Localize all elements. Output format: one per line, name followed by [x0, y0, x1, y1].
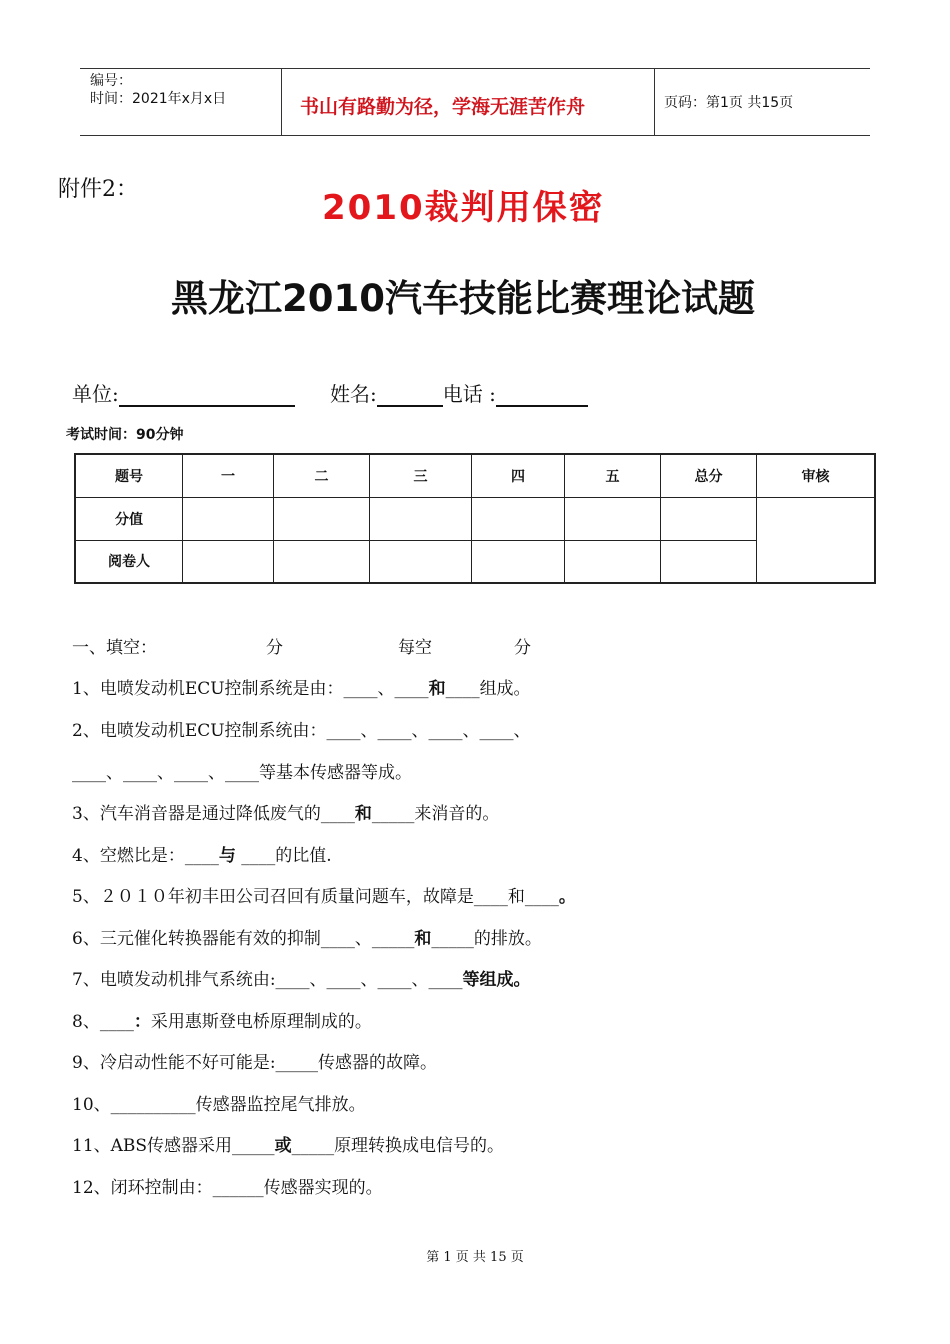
score-header-cell: 三	[370, 454, 472, 497]
header-date: 时间：2021年x月x日	[90, 91, 227, 107]
question-2: 2、电喷发动机ECU控制系统由：____、____、____、____、	[72, 721, 531, 741]
name-blank[interactable]	[377, 383, 443, 407]
question-conj: 或	[274, 1136, 292, 1156]
section-per-blank: 每空	[398, 638, 432, 658]
score-header-cell: 五	[565, 454, 661, 497]
question-text: 5、２０１０年初丰田公司召回有质量问题车，故障是____和____	[72, 887, 559, 907]
question-text: _____来消音的。	[371, 804, 500, 824]
score-cell[interactable]	[370, 497, 472, 540]
phone-blank[interactable]	[496, 383, 588, 407]
section-per-blank-unit: 分	[514, 638, 531, 658]
header-divider-left	[281, 68, 282, 136]
question-10: 10、__________传感器监控尾气排放。	[72, 1095, 366, 1115]
score-row-label: 分值	[75, 497, 183, 540]
review-cell[interactable]	[757, 497, 876, 583]
score-cell[interactable]	[661, 540, 757, 583]
question-colon: ：	[133, 1012, 151, 1032]
question-5	[72, 886, 576, 908]
question-4	[72, 845, 332, 867]
header-divider-right	[654, 68, 655, 136]
question-text: ____组成。	[445, 679, 531, 699]
phone-label: 电话 :	[442, 382, 496, 406]
header-motto: 书山有路勤为径，学海无涯苦作舟	[300, 96, 586, 118]
score-table	[74, 453, 876, 584]
score-cell[interactable]	[183, 540, 274, 583]
score-cell[interactable]	[274, 540, 370, 583]
score-cell[interactable]	[472, 497, 565, 540]
question-9: 9、冷启动性能不好可能是:_____传感器的故障。	[72, 1053, 438, 1073]
question-text: 6、三元催化转换器能有效的抑制____、_____	[72, 929, 415, 949]
question-text: _____原理转换成电信号的。	[291, 1136, 505, 1156]
score-cell[interactable]	[472, 540, 565, 583]
score-cell[interactable]	[370, 540, 472, 583]
question-text: 3、汽车消音器是通过降低废气的____	[72, 804, 355, 824]
name-label: 姓名:	[330, 382, 377, 406]
question-2-cont: ____、____、____、____等基本传感器等成。	[72, 763, 412, 783]
score-row-points	[75, 497, 875, 540]
unit-blank[interactable]	[119, 383, 295, 407]
info-unit	[72, 378, 295, 407]
question-1	[72, 678, 531, 700]
question-text: 11、ABS传感器采用_____	[72, 1136, 275, 1156]
question-text: 8、____	[72, 1012, 134, 1032]
question-punct: 。	[558, 887, 576, 907]
section-heading	[72, 637, 157, 659]
question-text: _____的排放。	[431, 929, 542, 949]
question-conj: 和	[414, 929, 432, 949]
question-12: 12、闭环控制由：______传感器实现的。	[72, 1178, 383, 1198]
question-3	[72, 803, 499, 825]
score-cell[interactable]	[661, 497, 757, 540]
section-title: 一、填空：	[72, 638, 157, 658]
score-cell[interactable]	[565, 540, 661, 583]
score-header-cell: 题号	[75, 454, 183, 497]
unit-label: 单位:	[72, 382, 119, 406]
header-bottom-rule	[80, 135, 870, 136]
page-footer: 第 1 页 共 15 页	[426, 1250, 524, 1265]
question-conj: 和	[428, 679, 446, 699]
secret-stamp: 2010裁判用保密	[322, 188, 605, 228]
question-text: 7、电喷发动机排气系统由:____、____、____、____	[72, 970, 463, 990]
question-conj: 和	[354, 804, 372, 824]
score-header-cell: 一	[183, 454, 274, 497]
score-row-label: 阅卷人	[75, 540, 183, 583]
header-page-info: 页码：第1页 共15页	[664, 95, 794, 111]
attachment-label: 附件2：	[58, 177, 138, 202]
info-name-phone	[330, 378, 588, 407]
question-text: ____的比值.	[235, 846, 332, 866]
score-cell[interactable]	[183, 497, 274, 540]
score-cell[interactable]	[274, 497, 370, 540]
score-row-grader	[75, 540, 875, 583]
question-text: 4、空燃比是：____	[72, 846, 219, 866]
exam-time: 考试时间：90分钟	[66, 427, 184, 443]
header-number: 编号：	[90, 73, 132, 89]
question-conj: 与	[218, 846, 236, 866]
question-text: 采用惠斯登电桥原理制成的。	[150, 1012, 372, 1032]
question-6	[72, 928, 542, 950]
question-7	[72, 969, 531, 991]
question-8	[72, 1011, 372, 1033]
question-suffix: 等组成。	[462, 970, 531, 990]
score-header-cell: 审核	[757, 454, 876, 497]
section-points-unit: 分	[266, 638, 283, 658]
page-title: 黑龙江2010汽车技能比赛理论试题	[171, 277, 755, 320]
question-11	[72, 1135, 504, 1157]
question-text: 1、电喷发动机ECU控制系统是由：____、____	[72, 679, 429, 699]
header-top-rule	[80, 68, 870, 69]
score-header-cell: 总分	[661, 454, 757, 497]
score-header-cell: 二	[274, 454, 370, 497]
score-header-cell: 四	[472, 454, 565, 497]
score-header-row	[75, 454, 875, 497]
score-cell[interactable]	[565, 497, 661, 540]
